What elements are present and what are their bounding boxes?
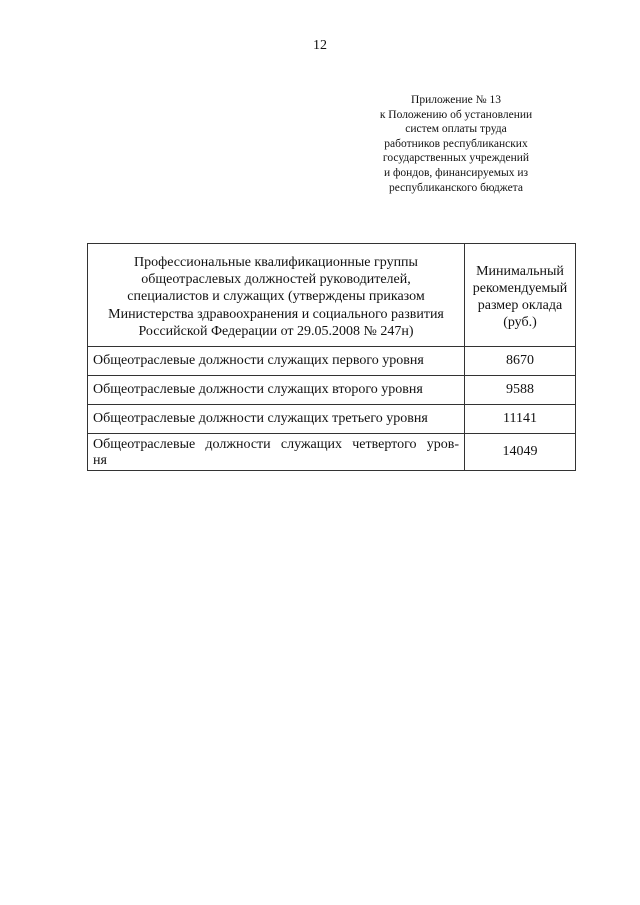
position-group-name: Общеотраслевые должности служащих первого уровня bbox=[88, 347, 465, 376]
table-row bbox=[88, 405, 576, 434]
position-group-name: Общеотраслевые должности служащих второго уровня bbox=[88, 376, 465, 405]
position-group-name-line2: ня bbox=[93, 452, 107, 468]
table-row bbox=[88, 376, 576, 405]
salary-table bbox=[87, 243, 576, 471]
table-header-row bbox=[88, 244, 576, 347]
header-line: размер оклада bbox=[477, 298, 563, 313]
appendix-line: государственных учреждений bbox=[382, 152, 530, 165]
position-group-name-line1: Общеотраслевые должности служащих четвертого уров- bbox=[93, 436, 459, 452]
header-min-salary bbox=[465, 244, 576, 347]
header-line: Российской Федерации от 29.05.2008 № 247н) bbox=[138, 323, 414, 339]
appendix-line: систем оплаты труда bbox=[405, 123, 507, 136]
position-group-name bbox=[88, 434, 465, 471]
header-line: Министерства здравоохранения и социального развития bbox=[108, 306, 444, 322]
header-line: рекомендуемый bbox=[472, 280, 568, 296]
appendix-line: республиканского бюджета bbox=[389, 181, 523, 194]
table-row bbox=[88, 347, 576, 376]
header-line: Профессиональные квалификационные группы bbox=[134, 255, 418, 270]
page-number: 12 bbox=[313, 38, 327, 53]
table-row bbox=[88, 434, 576, 471]
header-qualification-groups bbox=[88, 244, 465, 347]
appendix-line: работников республиканских bbox=[384, 137, 528, 150]
salary-value: 11141 bbox=[465, 405, 576, 434]
header-line: специалистов и служащих (утверждены приказом bbox=[127, 289, 425, 305]
salary-value: 14049 bbox=[465, 434, 576, 471]
header-line: Минимальный bbox=[476, 263, 564, 279]
position-group-name: Общеотраслевые должности служащих третьего уровня bbox=[88, 405, 465, 434]
header-line: общеотраслевых должностей руководителей, bbox=[141, 272, 411, 288]
salary-value: 8670 bbox=[465, 347, 576, 376]
appendix-line: к Положению об установлении bbox=[379, 108, 533, 121]
appendix-line: и фондов, финансируемых из bbox=[383, 166, 529, 179]
appendix-reference bbox=[340, 93, 572, 195]
header-line: (руб.) bbox=[503, 315, 537, 331]
appendix-line: Приложение № 13 bbox=[411, 94, 501, 106]
salary-value: 9588 bbox=[465, 376, 576, 405]
